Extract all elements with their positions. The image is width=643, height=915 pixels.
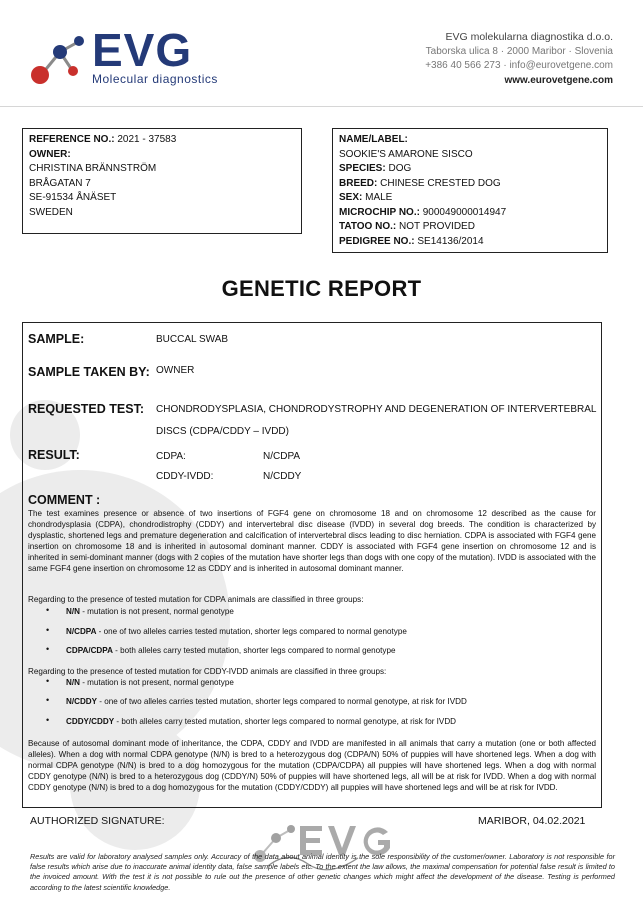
closing-paragraph: Because of autosomal dominant mode of inheritance, the CDPA, CDDY and IVDD are manifested in all animals that carry a mutation (one or both affected alleles). When a dog with normal CDPA genotype (N/N) is bred to a heterozygous dog (CDPA/N) 50% of puppies will have shortened legs. When a dog with normal CDPA genotype (N/N) is bred to a dog homozygous for the mutation (CDPA/CDPA) all puppies will have shortened legs. When a dog with normal CDDY genotype (N/N) is bred to a heterozygous dog (CDDY/N) 50% of puppies will have shortened legs, all will be at risk for IVDD. When a dog with normal CDDY genotype (N/N) is bred to a dog homozygous for the mutation (CDDY/CDDY) all puppies will have shortened legs and will be at risk for IVDD.: [28, 739, 596, 793]
name-label: NAME/LABEL:: [339, 134, 408, 145]
species-row: SPECIES: DOG: [339, 163, 412, 174]
requested-test-value-1: CHONDRODYSPLASIA, CHONDRODYSTROPHY AND DEGENERATION OF INTERVERTEBRAL: [156, 404, 597, 415]
comment-label: COMMENT :: [28, 493, 101, 507]
list-item: • N/CDPA - one of two alleles carries tested mutation, shorter legs compared to normal genotype: [46, 625, 407, 636]
list-item: • CDDY/CDDY - both alleles carry tested mutation, shorter legs compared to normal genotype, at risk for IVDD: [46, 715, 457, 726]
reference-label: REFERENCE NO.:: [29, 134, 115, 145]
company-contact: +386 40 566 273 · info@eurovetgene.com: [425, 60, 613, 71]
owner-box: [22, 128, 302, 234]
list-item: • N/N - mutation is not present, normal genotype: [46, 676, 234, 687]
company-info: [425, 30, 613, 88]
cdpa-intro: Regarding to the presence of tested mutation for CDPA animals are classified in three groups:: [28, 595, 364, 604]
logo-subtitle: Molecular diagnostics: [92, 72, 218, 86]
sex-row: SEX: MALE: [339, 192, 393, 203]
signature-label: AUTHORIZED SIGNATURE:: [30, 815, 165, 827]
pedigree-row: PEDIGREE NO.: SE14136/2014: [339, 235, 484, 247]
list-item: • N/N - mutation is not present, normal genotype: [46, 605, 234, 616]
logo-text: EVG: [92, 24, 193, 76]
owner-line: CHRISTINA BRÄNNSTRÖM: [29, 163, 157, 174]
report-title: GENETIC REPORT: [221, 276, 422, 301]
evg-logo-icon: [28, 30, 90, 88]
place-date: MARIBOR, 04.02.2021: [478, 815, 586, 827]
owner-line: BRÅGATAN 7: [29, 177, 91, 189]
list-item: • N/CDDY - one of two alleles carries tested mutation, shorter legs compared to normal genotype, at risk for IVDD: [46, 695, 467, 706]
reference-row: [29, 133, 295, 148]
reference-value: 2021 - 37583: [117, 134, 177, 145]
name-value: SOOKIE'S AMARONE SISCO: [339, 148, 473, 160]
sample-value: BUCCAL SWAB: [156, 334, 229, 345]
disclaimer: Results are valid for laboratory analysed samples only. Accuracy of the data about animal identity is the sole responsibility of the customer/owner. Laboratory is not responsible for false results which arise due to inaccurate animal identity data, false sample labels etc. To the extent the law allows, the maximal compensation for potential false result is limited to the invoiced amount. With the test it is not possible to rule out the presence of other genetic changes which might affect the development of the disease. Testing is performed according to the latest scientific knowledge.: [30, 852, 615, 892]
result-genotype-cdpa: N/CDPA: [263, 451, 301, 462]
owner-label: OWNER:: [29, 148, 71, 160]
result-label: RESULT:: [28, 448, 80, 462]
requested-test-label: REQUESTED TEST:: [28, 402, 144, 416]
sample-label: SAMPLE:: [28, 332, 85, 346]
company-website: www.eurovetgene.com: [504, 74, 613, 86]
sample-taken-label: SAMPLE TAKEN BY:: [28, 365, 150, 379]
microchip-row: MICROCHIP NO.: 900049000014947: [339, 206, 507, 218]
list-item: • CDPA/CDPA - both alleles carry tested mutation, shorter legs compared to normal genotype: [46, 644, 396, 655]
tatoo-row: TATOO NO.: NOT PROVIDED: [339, 221, 475, 232]
sample-taken-value: OWNER: [156, 365, 195, 376]
company-address: Taborska ulica 8 · 2000 Maribor · Slovenia: [425, 45, 613, 57]
company-name: EVG molekularna diagnostika d.o.o.: [445, 31, 613, 43]
animal-box: [332, 128, 608, 253]
breed-row: BREED: CHINESE CRESTED DOG: [339, 177, 501, 189]
comment-paragraph: The test examines presence or absence of two insertions of FGF4 gene on chromosome 18 and on chromosome 12 described as the cause for chondrodysplasia (CDPA), chondrodistrophy (CDDY) and intervertebral disc disease (IVDD) in several dog breeds. The condition is characterized by dysplastic, shortened legs and premature degeneration and calcification of intervertebral discs leading to disc herniation. CDPA is associated with FGF4 gene insertion on chromosome 18 and is inherited in autosomal dominant manner. CDDY is associated with FGF4 gene insertion on chromosome 12 and is inherited in semi-dominant manner (dogs with 2 copies of the mutation have shorter legs than dogs with one copy of the mutation). IVDD is associated with the same FGF4 gene insertion on chromosome 12 as CDDY and is inherited in autosomal dominant manner.: [28, 509, 596, 574]
requested-test-value-2: DISCS (CDPA/CDDY – IVDD): [156, 426, 289, 437]
result-test-cddy: CDDY-IVDD:: [156, 471, 214, 482]
owner-line: SWEDEN: [29, 206, 73, 218]
owner-line: SE-91534 ÅNÄSET: [29, 192, 117, 203]
cddy-intro: Regarding to the presence of tested mutation for CDDY-IVDD animals are classified in three groups:: [28, 667, 387, 676]
result-test-cdpa: CDPA:: [156, 451, 186, 462]
result-genotype-cddy: N/CDDY: [263, 471, 302, 482]
header-divider: [0, 106, 643, 107]
